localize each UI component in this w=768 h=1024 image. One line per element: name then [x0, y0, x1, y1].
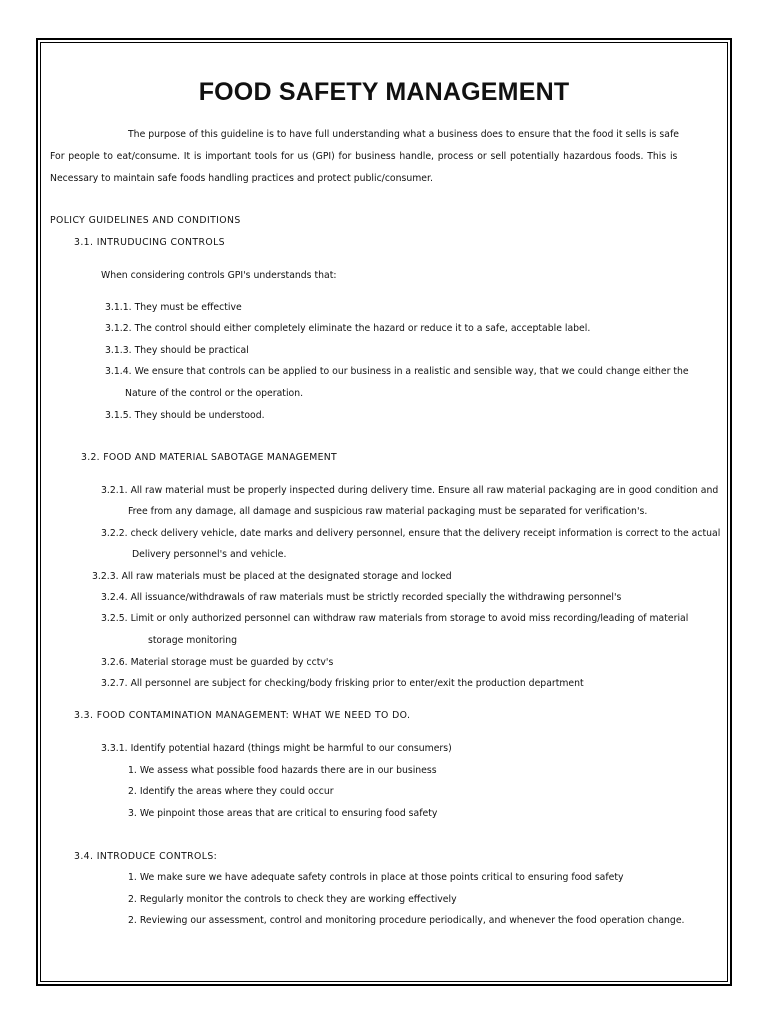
list-item: 3.2.1. All raw material must be properly inspected during delivery time. Ensure all raw material packaging are in good condition and [101, 485, 719, 496]
intro-line-2: For people to eat/consume. It is important tools for us (GPI) for business handle, process or sell potentially hazardous foods. This is [50, 151, 678, 162]
list-item-continuation: Free from any damage, all damage and suspicious raw material packaging must be separated for verification's. [128, 506, 648, 517]
list-item: 3.1.5. They should be understood. [105, 410, 265, 421]
list-item: 3.2.7. All personnel are subject for checking/body frisking prior to enter/exit the production department [101, 678, 584, 689]
section-3-1-lead: When considering controls GPI's understands that: [101, 270, 337, 281]
list-item: 3.2.6. Material storage must be guarded by cctv's [101, 657, 334, 668]
list-item: 3.1.4. We ensure that controls can be applied to our business in a realistic and sensible way, that we could change either the [105, 366, 689, 377]
section-3-3-heading: 3.3. FOOD CONTAMINATION MANAGEMENT: WHAT WE NEED TO DO. [74, 710, 411, 721]
list-item: 3.1.2. The control should either completely eliminate the hazard or reduce it to a safe, acceptable label. [105, 323, 591, 334]
list-item: 3.2.4. All issuance/withdrawals of raw materials must be strictly recorded specially the withdrawing personnel's [101, 592, 622, 603]
list-item: 3.2.2. check delivery vehicle, date marks and delivery personnel, ensure that the delivery receipt information is correct to the actual [101, 528, 721, 539]
document-title: FOOD SAFETY MANAGEMENT [198, 78, 570, 106]
list-item: 2. Reviewing our assessment, control and monitoring procedure periodically, and whenever the food operation change. [128, 915, 685, 926]
section-3-1-heading: 3.1. INTRUDUCING CONTROLS [74, 237, 225, 248]
list-item: 1. We assess what possible food hazards there are in our business [128, 765, 437, 776]
list-item: 3.2.3. All raw materials must be placed at the designated storage and locked [92, 571, 452, 582]
section-3-4-heading: 3.4. INTRODUCE CONTROLS: [74, 851, 218, 862]
list-item-continuation: Nature of the control or the operation. [125, 388, 304, 399]
section-3-3-lead: 3.3.1. Identify potential hazard (things might be harmful to our consumers) [101, 743, 452, 754]
list-item-continuation: Delivery personnel's and vehicle. [132, 549, 287, 560]
list-item: 3.1.3. They should be practical [105, 345, 249, 356]
list-item: 2. Regularly monitor the controls to check they are working effectively [128, 894, 457, 905]
section-3-2-heading: 3.2. FOOD AND MATERIAL SABOTAGE MANAGEMENT [81, 452, 338, 463]
list-item-continuation: storage monitoring [148, 635, 238, 646]
list-item: 3.2.5. Limit or only authorized personnel can withdraw raw materials from storage to avoid miss recording/leading of material [101, 613, 689, 624]
policy-heading: POLICY GUIDELINES AND CONDITIONS [50, 215, 241, 226]
intro-line-3: Necessary to maintain safe foods handling practices and protect public/consumer. [50, 173, 433, 184]
intro-line-1: The purpose of this guideline is to have full understanding what a business does to ensure that the food it sells is safe [128, 129, 679, 140]
list-item: 3.1.1. They must be effective [105, 302, 242, 313]
list-item: 3. We pinpoint those areas that are critical to ensuring food safety [128, 808, 438, 819]
list-item: 1. We make sure we have adequate safety controls in place at those points critical to ensuring food safety [128, 872, 624, 883]
list-item: 2. Identify the areas where they could occur [128, 786, 334, 797]
